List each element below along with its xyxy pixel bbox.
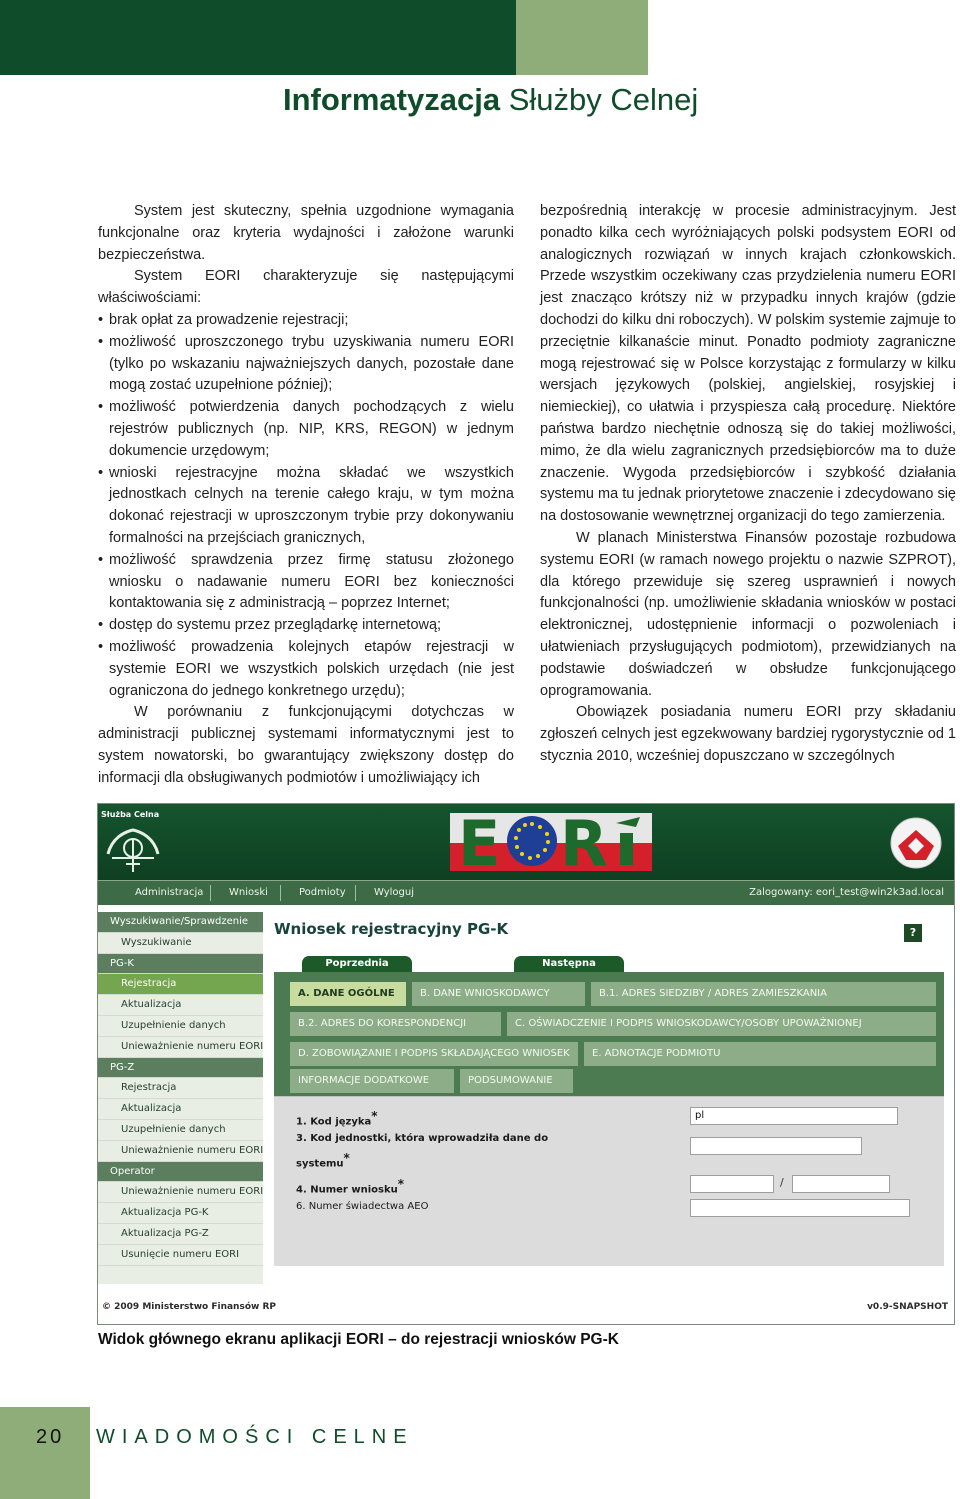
tab-zobowiazanie[interactable]: D. ZOBOWIĄZANIE I PODPIS SKŁADAJĄCEGO WNIOSEK xyxy=(290,1042,578,1066)
nav-item[interactable]: Wyloguj xyxy=(374,887,414,898)
page-number-box xyxy=(0,1407,90,1499)
nav-item[interactable]: Administracja xyxy=(135,887,204,898)
nav-divider xyxy=(280,885,281,901)
page-number: 20 xyxy=(36,1426,65,1448)
sidebar-menu xyxy=(98,912,263,1284)
form-title: Wniosek rejestracyjny PG-K xyxy=(274,920,509,938)
paragraph: System EORI charakteryzuje się następującymi właściwościami: xyxy=(98,268,514,307)
right-column xyxy=(540,201,956,768)
top-dark-bar xyxy=(0,0,516,75)
feature-list xyxy=(98,310,514,702)
form-fields xyxy=(274,1096,944,1266)
form-area xyxy=(266,912,954,1284)
paragraph: W porównaniu z funkcjonującymi dotychczas w administracji publicznej systemami informatycznymi jest to system nowatorski, bo gwarantujący zwiększony dostęp do informacji dla obsługiwanych podmiotów i umożliwiający ich xyxy=(98,704,514,786)
magazine-name: WIADOMOŚCI CELNE xyxy=(96,1426,414,1448)
sidebar-item[interactable]: Uzupełnienie danych xyxy=(98,1016,263,1037)
list-item: • możliwość prowadzenia kolejnych etapów rejestracji w systemie EORI we wszystkich polskich urzędach (nie jest ograniczona do jednego konkretnego urzędu); xyxy=(98,637,514,702)
sidebar-item[interactable]: Aktualizacja xyxy=(98,1099,263,1120)
required-marker: * xyxy=(397,1177,404,1191)
field-label-numer-aeo: 6. Numer świadectwa AEO xyxy=(296,1201,429,1212)
sidebar-group-header: Wyszukiwanie/Sprawdzenie xyxy=(98,912,263,933)
prev-button[interactable]: Poprzednia xyxy=(302,956,412,972)
version: v0.9-SNAPSHOT xyxy=(867,1302,948,1312)
top-accent-bar xyxy=(516,0,648,75)
sidebar-item[interactable]: Unieważnienie numeru EORI xyxy=(98,1037,263,1058)
field-label-text: 4. Numer wniosku xyxy=(296,1184,398,1196)
eori-app-screenshot xyxy=(97,803,955,1325)
sidebar-item[interactable]: Aktualizacja PG-Z xyxy=(98,1224,263,1245)
field-label-text: 1. Kod języka xyxy=(296,1116,372,1128)
field-label-numer-wniosku xyxy=(296,1177,404,1195)
svg-text:E: E xyxy=(458,807,501,877)
aeo-number-input[interactable] xyxy=(690,1199,910,1217)
tab-adres-korespondencji[interactable]: B.2. ADRES DO KORESPONDENCJI xyxy=(290,1012,501,1036)
nav-item[interactable]: Podmioty xyxy=(299,887,346,898)
paragraph: W planach Ministerstwa Finansów pozostaje rozbudowa systemu EORI (w ramach nowego projektu o nazwie SZPROT), dla którego przewiduje się szereg usprawnień i nowych funkcjonalności (np. umożliwienie składania wniosków w postaci elektronicznej, udostępnienie informacji o pozwoleniach i ułatwieniach przysługujących podmiotom), przewidzianych na podstawie doświadczeń w obsłudze funkcjonującego oprogramowania. xyxy=(540,529,956,699)
field-label-kod-jednostki: 3. Kod jednostki, która wprowadziła dane do xyxy=(296,1133,549,1144)
list-item: • możliwość uproszczonego trybu uzyskiwania numeru EORI (tylko po wskazaniu najważniejszych danych, pozostałe dane mogą zostać uzupełnione później); xyxy=(98,332,514,397)
help-button[interactable]: ? xyxy=(904,924,922,942)
sidebar-item[interactable]: Rejestracja xyxy=(98,1078,263,1099)
required-marker: * xyxy=(343,1151,350,1165)
next-button[interactable]: Następna xyxy=(514,956,624,972)
sidebar-group-header: PG-K xyxy=(98,954,263,975)
sidebar-item[interactable]: Usunięcie numeru EORI xyxy=(98,1245,263,1266)
field-label-kod-jezyka xyxy=(296,1109,378,1127)
eagle-emblem-icon xyxy=(888,816,944,870)
field-label-systemu xyxy=(296,1151,350,1169)
number-separator: / xyxy=(780,1176,784,1189)
svg-text:R: R xyxy=(560,807,608,877)
language-code-input[interactable]: pl xyxy=(690,1107,898,1125)
left-column xyxy=(98,201,514,790)
sidebar-item[interactable]: Wyszukiwanie xyxy=(98,933,263,954)
nav-divider xyxy=(355,885,356,901)
field-label-text: systemu xyxy=(296,1158,344,1170)
list-item: • możliwość sprawdzenia przez firmę statusu złożonego wniosku o nadawanie numeru EORI bez konieczności kontaktowania się z administracją – poprzez Internet; xyxy=(98,550,514,615)
sidebar-item[interactable]: Rejestracja xyxy=(98,974,263,995)
application-year-input[interactable] xyxy=(792,1175,890,1193)
sidebar-item[interactable]: Unieważnienie numeru EORI xyxy=(98,1141,263,1162)
paragraph: Obowiązek posiadania numeru EORI przy składaniu zgłoszeń celnych jest egzekwowany bardziej rygorystycznie od 1 stycznia 2010, wcześniej dopuszczano w szczególnych xyxy=(540,704,956,764)
section-title-rest: Służby Celnej xyxy=(508,82,699,117)
list-item: • brak opłat za prowadzenie rejestracji; xyxy=(98,310,514,332)
nav-divider xyxy=(210,885,211,901)
sidebar-item[interactable]: Aktualizacja PG-K xyxy=(98,1203,263,1224)
copyright: © 2009 Ministerstwo Finansów RP xyxy=(102,1302,276,1312)
sidebar-item[interactable]: Uzupełnienie danych xyxy=(98,1120,263,1141)
figure-caption: Widok głównego ekranu aplikacji EORI – do rejestracji wniosków PG-K xyxy=(98,1331,619,1348)
banner-label: Służba Celna xyxy=(101,810,160,819)
sidebar-item[interactable]: Unieważnienie numeru EORI xyxy=(98,1182,263,1203)
form-tabs xyxy=(274,972,944,1096)
section-title xyxy=(283,80,698,120)
tab-adnotacje[interactable]: E. ADNOTACJE PODMIOTU xyxy=(584,1042,936,1066)
sidebar-group-header: PG-Z xyxy=(98,1058,263,1079)
required-marker: * xyxy=(371,1109,378,1123)
unit-code-input[interactable] xyxy=(690,1137,862,1155)
logged-user: Zalogowany: eori_test@win2k3ad.local xyxy=(749,887,944,898)
app-footer xyxy=(98,1300,954,1316)
section-title-bold: Informatyzacja xyxy=(283,82,501,117)
tab-adres-siedziby[interactable]: B.1. ADRES SIEDZIBY / ADRES ZAMIESZKANIA xyxy=(591,982,936,1006)
app-nav xyxy=(98,880,954,905)
tab-dane-ogolne[interactable]: A. DANE OGÓLNE xyxy=(290,982,406,1006)
list-item: • wnioski rejestracyjne można składać we wszystkich jednostkach celnych na terenie całego kraju, w tym można dokonać rejestracji w uproszczonym trybie przy dokonywaniu formalności na przejściach granicznych, xyxy=(98,463,514,550)
sidebar-item[interactable]: Aktualizacja xyxy=(98,995,263,1016)
tab-oswiadczenie[interactable]: C. OŚWIADCZENIE I PODPIS WNIOSKODAWCY/OSOBY UPOWAŻNIONEJ xyxy=(507,1012,936,1036)
eori-logo-icon xyxy=(450,807,652,877)
tab-dane-wnioskodawcy[interactable]: B. DANE WNIOSKODAWCY xyxy=(412,982,585,1006)
tab-podsumowanie[interactable]: PODSUMOWANIE xyxy=(460,1069,573,1093)
paragraph: System jest skuteczny, spełnia uzgodnione wymagania funkcjonalne oraz kryteria wydajności i założone warunki bezpieczeństwa. xyxy=(98,203,514,263)
nav-item[interactable]: Wnioski xyxy=(229,887,268,898)
paragraph: bezpośrednią interakcję w procesie administracyjnym. Jest ponadto kilka cech wyróżniających polski podsystem EORI od analogicznych rozwiązań w innych krajach członkowskich. Przede wszystkim oczekiwany czas przydzielenia numeru EORI jest znacząco krótszy niż w przypadku innych krajów (gdzie dochodzi do kilku dni roboczych). W polskim systemie zajmuje to przeciętnie kilkanaście minut. Ponadto podmioty zagraniczne mogą rejestrować się w Polsce korzystając z formularzy w kilku wersjach językowych (polskiej, angielskiej, rosyjskiej i niemieckiej), co ułatwia i przyspiesza całą procedurę. Niektóre państwa bardzo niechętnie odnoszą się do takiej możliwości, mimo, że dla wielu zagranicznych przedsiębiorców ma to duże znaczenie. Wygoda przedsiębiorców i szybkość działania systemu ma tu jednak priorytetowe znaczenie i zdecydowano się na dostosowanie wewnętrznej organizacji do tego zamierzenia. xyxy=(540,203,956,525)
app-banner xyxy=(98,804,954,880)
list-item: • możliwość potwierdzenia danych pochodzących z wielu rejestrów publicznych (np. NIP, KRS, REGON) w jednym dokumencie urzędowym; xyxy=(98,397,514,462)
customs-emblem-icon xyxy=(102,824,164,876)
sidebar-group-header: Operator xyxy=(98,1162,263,1183)
list-item: • dostęp do systemu przez przeglądarkę internetową; xyxy=(98,615,514,637)
tab-informacje-dodatkowe[interactable]: INFORMACJE DODATKOWE xyxy=(290,1069,454,1093)
application-number-input[interactable] xyxy=(690,1175,774,1193)
